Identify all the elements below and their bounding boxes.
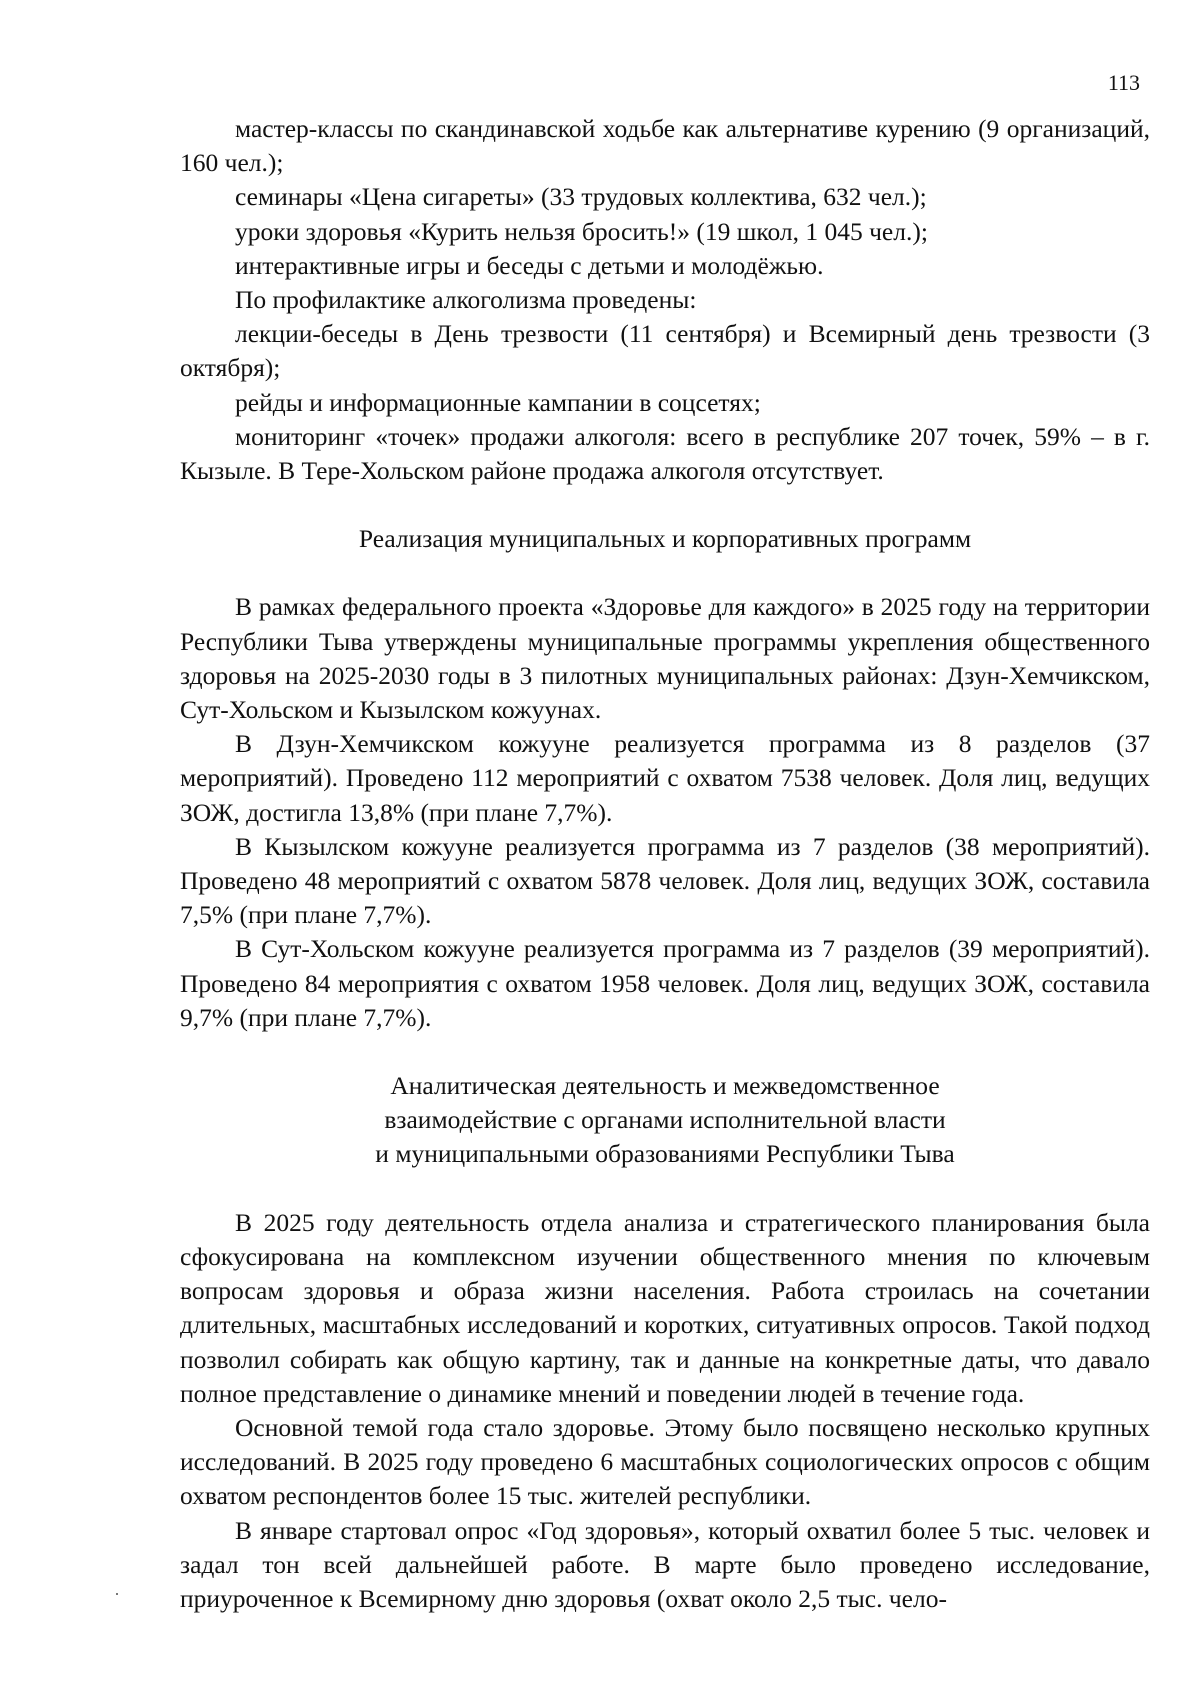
section-heading-programs: Реализация муниципальных и корпоративных программ bbox=[358, 524, 972, 554]
paragraph: В рамках федерального проекта «Здоровье для каждого» в 2025 году на территории Республики Тыва утверждены муниципальные программы укрепления общественного здоровья на 2025-2030 годы в 3 пилотных муниципальных районах: Дзун-Хемчикском, Сут-Хольском и Кызылском кожуунах. bbox=[180, 592, 1150, 725]
list-item: мастер-классы по скандинавской ходьбе как альтернативе курению (9 организаций, 160 чел.); bbox=[180, 114, 1150, 178]
section-programs bbox=[180, 590, 1150, 1035]
section-analytics bbox=[180, 1206, 1150, 1616]
list-item: семинары «Цена сигареты» (33 трудовых коллектива, 632 чел.); bbox=[235, 182, 927, 212]
heading-line: и муниципальными образованиями Республики Тыва bbox=[375, 1139, 955, 1169]
heading-line: Аналитическая деятельность и межведомственное bbox=[390, 1071, 940, 1101]
page-number: 113 bbox=[1107, 70, 1140, 95]
paragraph: В Кызылском кожууне реализуется программа из 7 разделов (38 мероприятий). Проведено 48 мероприятий с охватом 5878 человек. Доля лиц, ведущих ЗОЖ, составила 7,5% (при плане 7,7%). bbox=[180, 831, 1150, 930]
paragraph: Основной темой года стало здоровье. Этому было посвящено несколько крупных исследований. В 2025 году проведено 6 масштабных социологических опросов с общим охватом респондентов более 15 тыс. жителей республики. bbox=[180, 1412, 1150, 1511]
paragraph: В Сут-Хольском кожууне реализуется программа из 7 разделов (39 мероприятий). Проведено 84 мероприятия с охватом 1958 человек. Доля лиц, ведущих ЗОЖ, составила 9,7% (при плане 7,7%). bbox=[180, 934, 1150, 1032]
alcohol-tobacco-prevention-list bbox=[180, 112, 1150, 488]
heading-line: взаимодействие с органами исполнительной власти bbox=[384, 1105, 946, 1135]
list-intro: По профилактике алкоголизма проведены: bbox=[235, 285, 697, 315]
section-heading-analytics bbox=[180, 1069, 1150, 1172]
list-item: интерактивные игры и беседы с детьми и молодёжью. bbox=[235, 250, 824, 280]
list-item: лекции-беседы в День трезвости (11 сентября) и Всемирный день трезвости (3 октября); bbox=[180, 319, 1150, 383]
list-item: уроки здоровья «Курить нельзя бросить!» (19 школ, 1 045 чел.); bbox=[235, 216, 928, 246]
paragraph: В январе стартовал опрос «Год здоровья», который охватил более 5 тыс. человек и задал тон всей дальнейшей работе. В марте было проведено исследование, приуроченное к Всемирному дню здоровья (охват около 2,5 тыс. чело- bbox=[180, 1515, 1150, 1613]
scan-speck bbox=[116, 1593, 118, 1595]
list-item: мониторинг «точек» продажи алкоголя: всего в республике 207 точек, 59% – в г. Кызыле. В Тере-Хольском районе продажа алкоголя отсутствует. bbox=[180, 421, 1150, 486]
paragraph: В 2025 году деятельность отдела анализа и стратегического планирования была сфокусирована на комплексном изучении общественного мнения по ключевым вопросам здоровья и образа жизни населения. Работа строилась на сочетании длительных, масштабных исследований и коротких, ситуативных опросов. Такой подход позволил собирать как общую картину, так и данные на конкретные даты, что давало полное представление о динамике мнений и поведении людей в течение года. bbox=[180, 1207, 1150, 1408]
list-item: рейды и информационные кампании в соцсетях; bbox=[235, 387, 761, 417]
document-body bbox=[180, 112, 1150, 1616]
paragraph: В Дзун-Хемчикском кожууне реализуется программа из 8 разделов (37 мероприятий). Проведено 112 мероприятий с охватом 7538 человек. Доля лиц, ведущих ЗОЖ, достигла 13,8% (при плане 7,7%). bbox=[180, 729, 1150, 827]
